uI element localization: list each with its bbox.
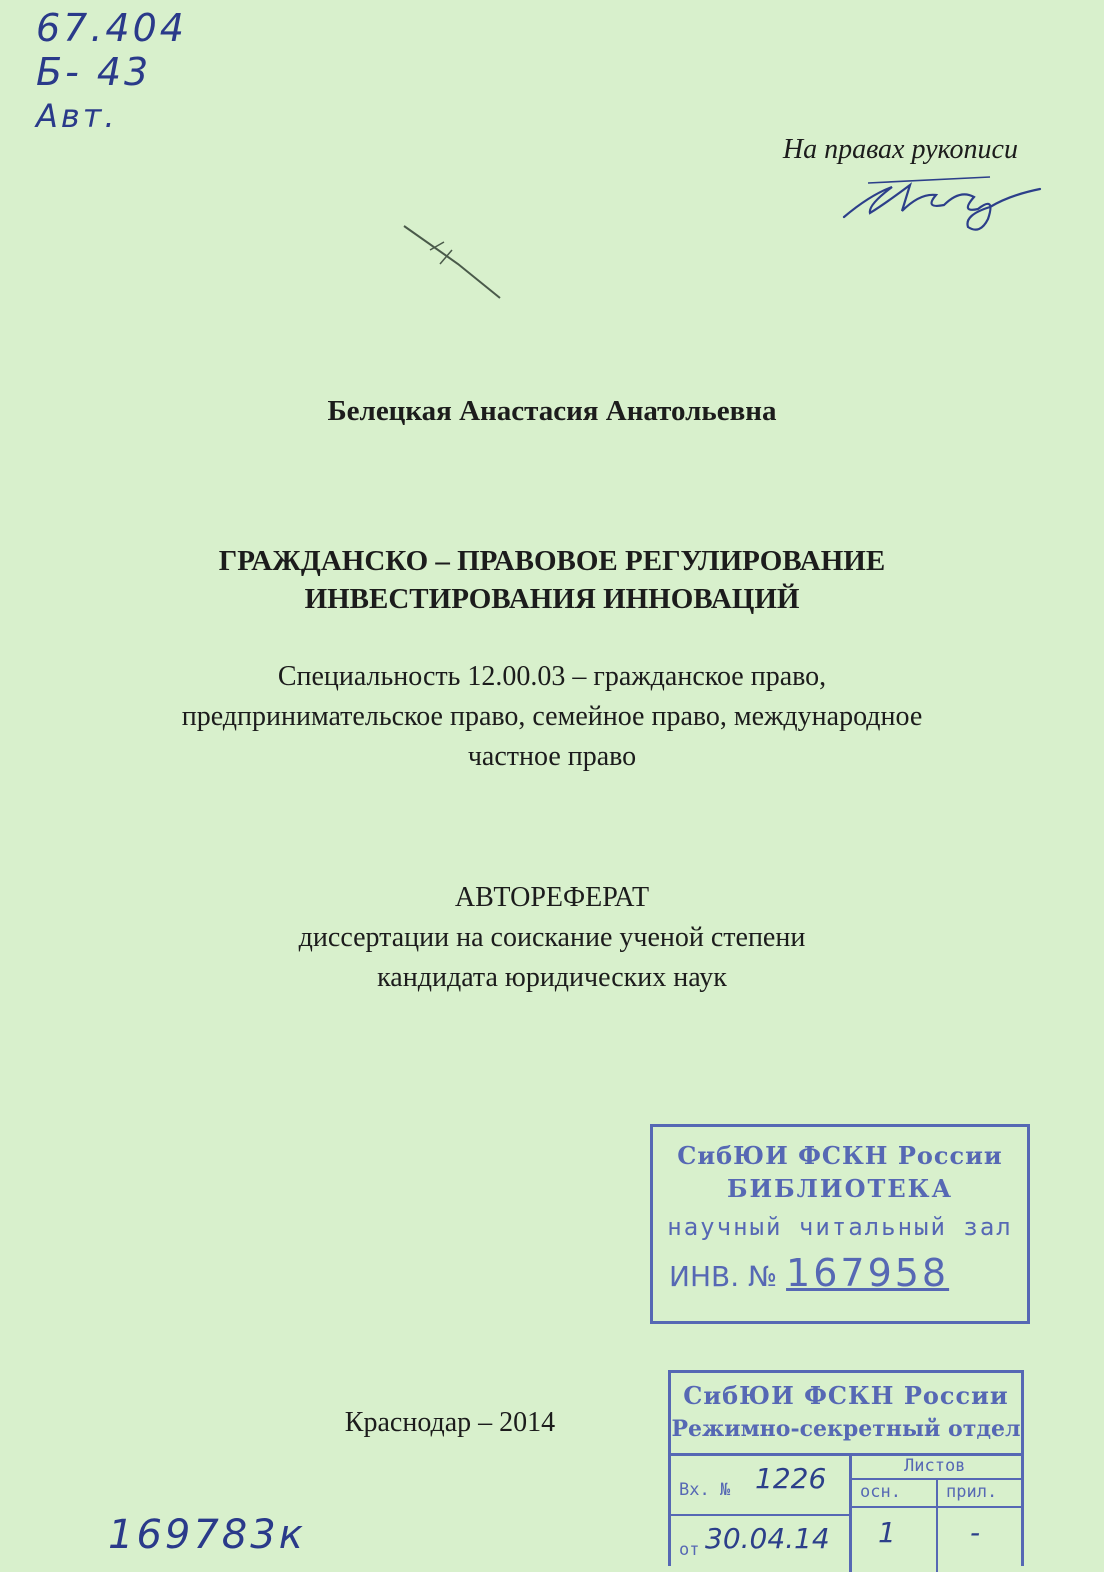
- call-number-line: Авт.: [36, 97, 118, 135]
- doc-type-line: диссертации на соискание ученой степени: [298, 922, 806, 953]
- secret-stamp-grid: [671, 1453, 1021, 1572]
- document-type: [0, 878, 1104, 998]
- call-number-line: 67.404: [36, 6, 187, 50]
- library-stamp-inventory: [663, 1251, 1017, 1295]
- title-line: ГРАЖДАНСКО – ПРАВОВОЕ РЕГУЛИРОВАНИЕ: [218, 545, 886, 577]
- call-number-line: Б- 43: [36, 50, 152, 94]
- secret-department-stamp: [668, 1370, 1024, 1566]
- inventory-number: 167958: [786, 1251, 950, 1295]
- specialty: [0, 657, 1104, 777]
- main-sheets-label: осн.: [860, 1482, 901, 1502]
- grid-line: [671, 1514, 849, 1516]
- library-stamp-org: СибЮИ ФСКН России: [677, 1141, 1003, 1170]
- title-line: ИНВЕСТИРОВАНИЯ ИННОВАЦИЙ: [304, 583, 800, 615]
- main-sheets-value: 1: [878, 1516, 896, 1549]
- signature: [840, 165, 1050, 240]
- attachment-sheets-label: прил.: [946, 1482, 998, 1502]
- secret-stamp-department: Режимно-секретный отдел: [671, 1416, 1021, 1442]
- secret-stamp-org: СибЮИ ФСКН России: [683, 1381, 1009, 1410]
- specialty-line: частное право: [467, 741, 637, 772]
- manuscript-note: На правах рукописи: [782, 134, 1018, 165]
- doc-type-line: кандидата юридических наук: [377, 962, 727, 993]
- dissertation-title: [0, 542, 1104, 618]
- inventory-label: ИНВ. №: [669, 1260, 778, 1293]
- specialty-line: Специальность 12.00.03 – гражданское право,: [277, 661, 827, 692]
- pencil-mark: [400, 220, 510, 310]
- library-stamp: [650, 1124, 1030, 1324]
- library-stamp-hall: научный читальный зал: [667, 1213, 1013, 1241]
- attachment-sheets-value: -: [970, 1516, 981, 1549]
- doc-type-line: АВТОРЕФЕРАТ: [454, 882, 650, 913]
- secret-stamp-left-col: [671, 1456, 852, 1572]
- incoming-label: Вх. №: [679, 1480, 731, 1500]
- from-label: от: [679, 1540, 700, 1560]
- secret-stamp-right-col: [852, 1456, 1021, 1572]
- city-year: Краснодар – 2014: [344, 1407, 556, 1438]
- specialty-line: предпринимательское право, семейное право, международное: [181, 701, 923, 732]
- handwritten-inventory-number: 169783к: [108, 1512, 306, 1558]
- registration-date: 30.04.14: [705, 1522, 830, 1555]
- sheets-label: Листов: [904, 1456, 966, 1476]
- author-name: Белецкая Анастасия Анатольевна: [327, 395, 777, 427]
- library-stamp-library: БИБЛИОТЕКА: [726, 1174, 954, 1203]
- incoming-number: 1226: [755, 1462, 827, 1495]
- grid-line: [936, 1478, 938, 1572]
- handwritten-call-number: [36, 6, 187, 138]
